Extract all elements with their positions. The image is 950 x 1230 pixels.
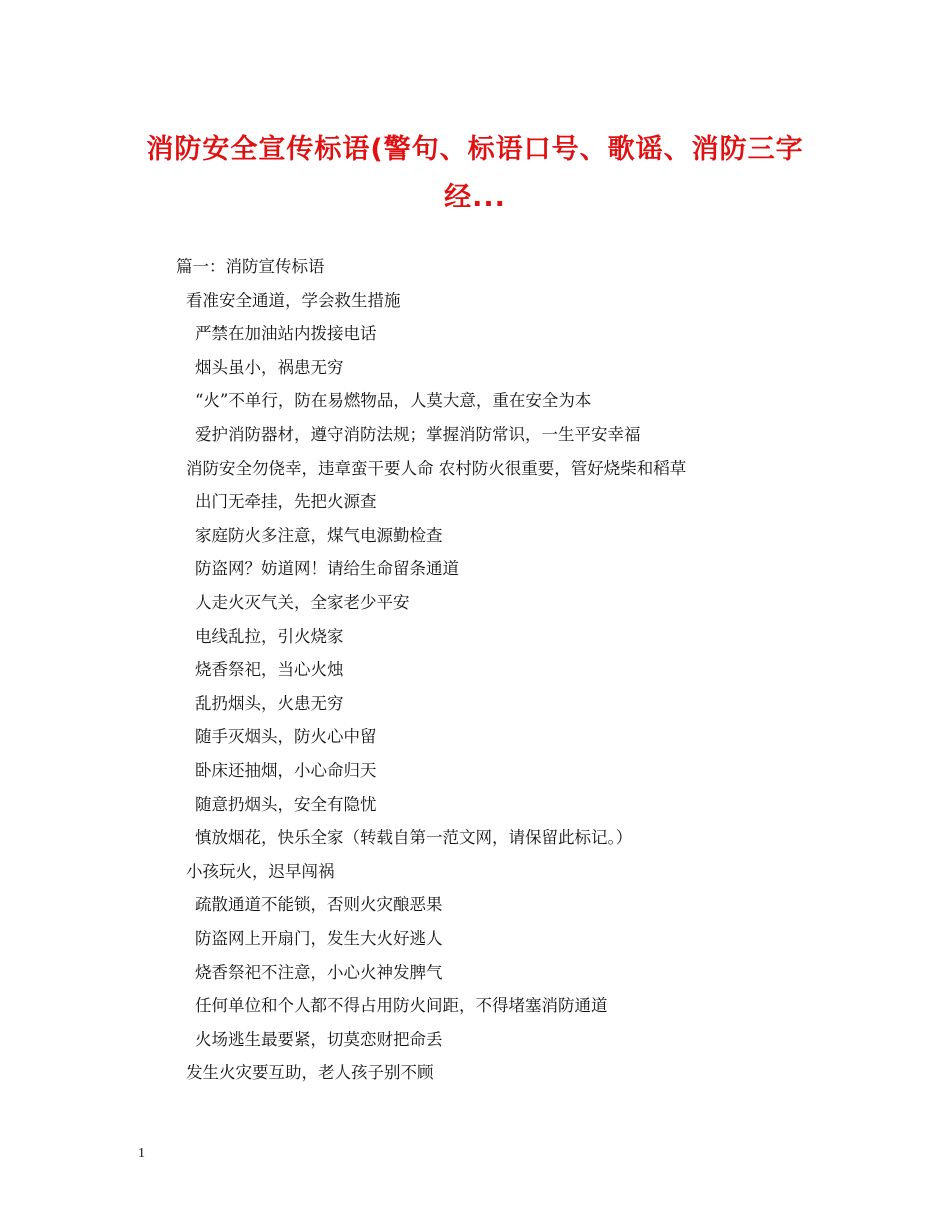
text-line: 随意扔烟头，安全有隐忧 [195,794,377,814]
text-line: 出门无牵挂，先把火源查 [195,492,377,512]
text-line: 慎放烟花，快乐全家（转载自第一范文网，请保留此标记。） [195,828,633,848]
text-line: 随手灭烟头，防火心中留 [195,727,377,747]
title-line-1: 消防安全宣传标语(警句、标语口号、歌谣、消防三字 [146,134,804,165]
text-line: 烧香祭祀，当心火烛 [195,660,344,680]
text-line: 电线乱拉，引火烧家 [195,626,344,646]
text-line: “火”不单行，防在易燃物品，人莫大意，重在安全为本 [195,391,592,411]
text-line: 家庭防火多注意，煤气电源勤检查 [195,525,443,545]
text-line: 防盗网？妨道网！请给生命留条通道 [195,559,459,579]
text-line: 篇一：消防宣传标语 [176,257,325,276]
text-line: 人走火灭气关，全家老少平安 [195,593,410,612]
text-line: 防盗网上开扇门，发生大火好逃人 [195,929,443,948]
text-line: 爱护消防器材，遵守消防法规；掌握消防常识，一生平安幸福 [195,425,641,444]
text-line: 看准安全通道，学会救生措施 [186,290,401,310]
title-line-2: 经... [444,182,506,213]
text-line: 乱扔烟头，火患无穷 [195,693,344,713]
text-line: 任何单位和个人都不得占用防火间距，不得堵塞消防通道 [195,996,608,1016]
text-line: 发生火灾要互助，老人孩子别不顾 [186,1063,434,1083]
text-line: 烧香祭祀不注意，小心火神发脾气 [195,962,443,982]
text-line: 小孩玩火，迟早闯祸 [186,861,335,881]
text-line: 烟头虽小，祸患无穷 [195,357,344,377]
text-line: 消防安全勿侥幸，违章蛮干要人命 农村防火很重要，管好烧柴和稻草 [186,458,687,478]
text-line: 疏散通道不能锁，否则火灾酿恶果 [195,895,443,915]
text-line: 卧床还抽烟，小心命归天 [195,761,377,780]
text-line: 火场逃生最要紧，切莫恋财把命丢 [195,1029,443,1049]
page-number: 1 [138,1146,145,1161]
document-title [100,126,850,222]
text-line: 严禁在加油站内拨接电话 [195,324,377,344]
